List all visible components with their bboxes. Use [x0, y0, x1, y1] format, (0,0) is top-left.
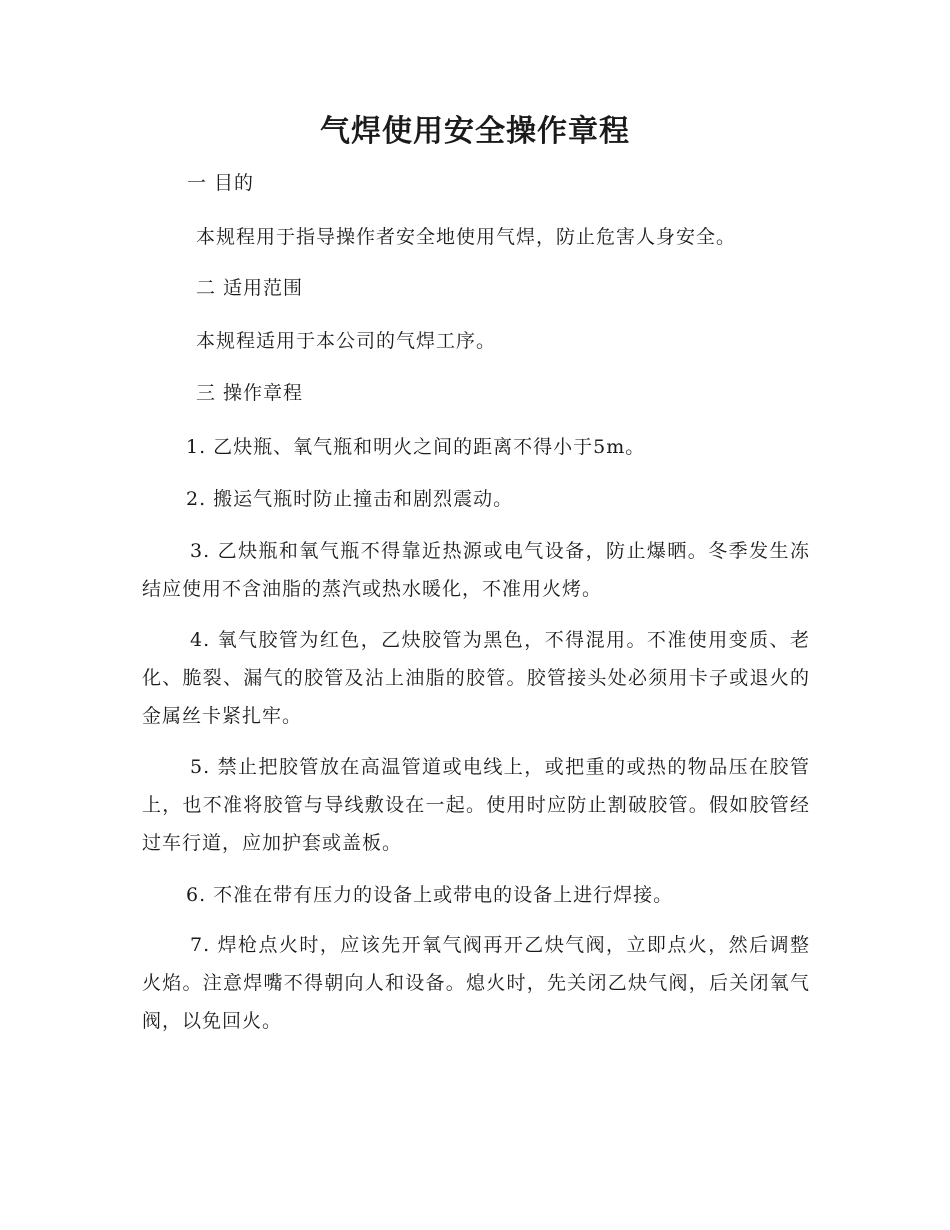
section-heading-purpose: 一 目的 [187, 172, 255, 194]
section-body-scope: 本规程适用于本公司的气焊工序。 [196, 330, 497, 352]
list-item-3: 3. 乙炔瓶和氧气瓶不得靠近热源或电气设备，防止爆晒。冬季发生冻结应使用不含油脂的蒸汽或热水暖化，不准用火烤。 [142, 540, 810, 600]
list-item-2: 2. 搬运气瓶时防止撞击和剧烈震动。 [186, 488, 514, 510]
list-item-5: 5. 禁止把胶管放在高温管道或电线上，或把重的或热的物品压在胶管上，也不准将胶管与导线敷设在一起。使用时应防止割破胶管。假如胶管经过车行道，应加护套或盖板。 [142, 756, 810, 854]
list-item-4: 4. 氧气胶管为红色，乙炔胶管为黑色，不得混用。不准使用变质、老化、脆裂、漏气的胶管及沾上油脂的胶管。胶管接头处必须用卡子或退火的金属丝卡紧扎牢。 [142, 629, 810, 727]
section-heading-procedure: 三 操作章程 [196, 382, 304, 404]
section-heading-scope: 二 适用范围 [196, 277, 304, 299]
page-title: 气焊使用安全操作章程 [320, 114, 630, 149]
list-item-7: 7. 焊枪点火时，应该先开氧气阀再开乙炔气阀，立即点火，然后调整火焰。注意焊嘴不得朝向人和设备。熄火时，先关闭乙炔气阀，后关闭氧气阀，以免回火。 [142, 934, 810, 1032]
list-item-6: 6. 不准在带有压力的设备上或带电的设备上进行焊接。 [186, 884, 674, 906]
section-body-purpose: 本规程用于指导操作者安全地使用气焊，防止危害人身安全。 [196, 226, 737, 248]
list-item-1: 1. 乙炔瓶、氧气瓶和明火之间的距离不得小于5m。 [186, 436, 646, 458]
